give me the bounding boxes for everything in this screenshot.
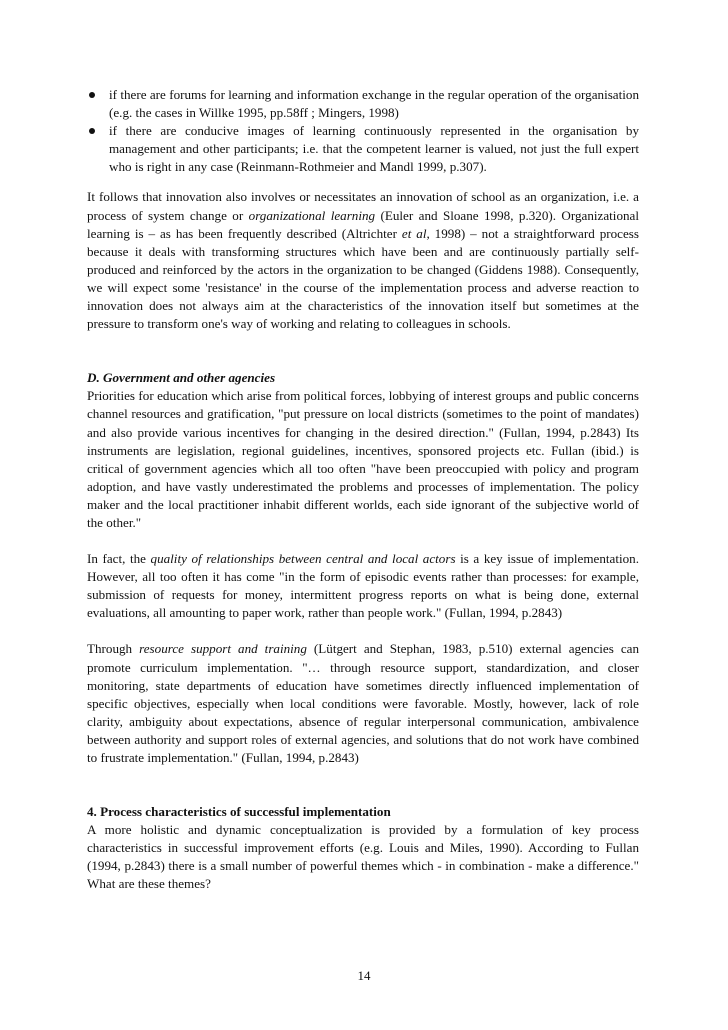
bullet-text: if there are forums for learning and information exchange in the regular operation of the organisation (e.g. the cases in Willke 1995, pp.58ff ; Mingers, 1998) xyxy=(109,87,639,121)
paragraph-priorities: Priorities for education which arise from political forces, lobbying of interest groups and public concerns channel resources and gratification, "put pressure on local districts (sometimes to the point of mandates) and also provide various incentives for changing in the desired direction." (Fullan, 1994, p.2843) Its instruments are legislation, regional guidelines, incentives, sponsored projects etc. Fullan (ibid.) is critical of government agencies which all too often "have been preoccupied with policy and program adoption, and have vastly underestimated the problems and processes of implementation. The policy maker and the local practitioner inhabit different worlds, each side ignorant of the subjective world of the other." xyxy=(87,388,639,530)
list-item xyxy=(87,86,639,122)
bullet-text: if there are conducive images of learning continuously represented in the organisation by management and other participants; i.e. that the competent learner is valued, not just the full expert who is right in any case (Reinmann-Rothmeier and Mandl 1999, p.307). xyxy=(109,123,639,175)
text-run: is a key issue of implementation. However, all too often it has come "in the form of episodic events rather than processes: for example, submission of requests for money, intermittent progress reports on what is being done, external evaluations, all amounting to paper work, rather than people work." (Fullan, 1994, p.2843) xyxy=(87,551,639,621)
paragraph-holistic: A more holistic and dynamic conceptualization is provided by a formulation of key process characteristics in successful improvement efforts (e.g. Louis and Miles, 1990). According to Fullan (1994, p.2843) there is a small number of powerful themes which - in combination - make a difference." What are these themes? xyxy=(87,822,639,892)
emphasis-text: resource support and training xyxy=(139,641,307,657)
emphasis-text: quality of relationships between central and local actors xyxy=(150,551,456,567)
list-item xyxy=(87,122,639,176)
text-run: 1998) – not a straightforward process because it deals with transforming structures which have been and are continuously partially self-produced and reinforced by the actors in the organization to be changed (Giddens 1988). Consequently, we will expect some 'resistance' in the course of the implementation process and adverse reaction to innovation does not always aim at the characteristics of the innovation itself but sometimes at the pressure to transform one's way of working and relating to colleagues in schools. xyxy=(87,225,639,332)
paragraph-resource-support xyxy=(87,640,639,767)
text-run: It follows that innovation also involves or necessitates an innovation of school as an organization, i.e. a process of system change or xyxy=(87,189,639,223)
page-number: 14 xyxy=(357,968,371,983)
emphasis-text: et al, xyxy=(401,225,430,241)
paragraph-relationships xyxy=(87,550,639,622)
emphasis-text: organizational learning xyxy=(248,207,376,223)
paragraph-organizational-learning xyxy=(87,188,639,333)
text-run: (Euler and Sloane 1998, p.320). Organizational learning is – as has been frequently described (Altrichter xyxy=(87,207,639,241)
bullet-list xyxy=(87,86,639,176)
text-run: (Lütgert and Stephan, 1983, p.510) external agencies can promote curriculum implementation. "… through resource support, standardization, and closer monitoring, state departments of education have sometimes directly influenced implementation of specific objectives, especially when local conditions were favorable. Mostly, however, lack of role clarity, ambiguity about expectations, absence of regular interpersonal communication, ambivalence between authority and support roles of external agencies, and solutions that do not work have combined to frustrate implementation." (Fullan, 1994, p.2843) xyxy=(87,641,639,765)
section-heading-government: D. Government and other agencies xyxy=(87,370,276,386)
section-heading-process-characteristics: 4. Process characteristics of successful implementation xyxy=(87,804,391,820)
bullet-icon xyxy=(89,128,95,134)
bullet-icon xyxy=(89,92,95,98)
text-run: Through xyxy=(87,641,140,657)
document-page xyxy=(87,86,639,894)
text-run: In fact, the xyxy=(87,551,151,567)
